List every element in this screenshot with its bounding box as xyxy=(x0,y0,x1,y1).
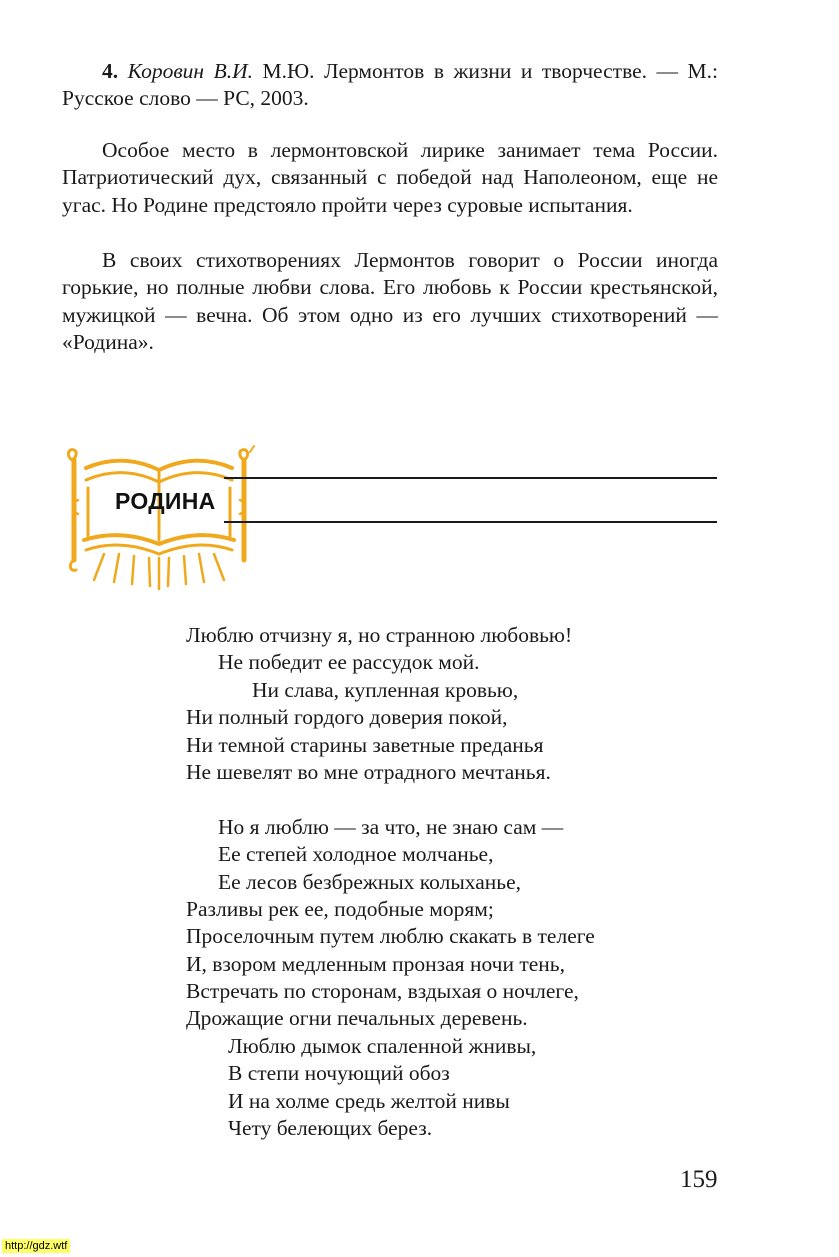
poem-line: Разливы рек ее, подобные морям; xyxy=(186,896,494,921)
reference-text: М.Ю. Лермонтов в жизни и творчестве. — М.: Русское слово — РС, 2003. xyxy=(62,59,719,111)
reference-number: 4. xyxy=(102,59,119,83)
poem-line: И на холме средь желтой нивы xyxy=(228,1088,510,1113)
poem-line: Дрожащие огни печальных деревень. xyxy=(186,1006,528,1031)
poem-line: Люблю отчизну я, но странною любовью! xyxy=(186,623,573,647)
stanza-break xyxy=(186,786,595,813)
heading-rule-bottom xyxy=(224,521,717,523)
poem-line: Ни темной старины заветные преданья xyxy=(186,732,544,757)
poem-line: Ни слава, купленная кровью, xyxy=(252,677,519,702)
body-paragraph-1: Особое место в лермонтовской лирике занимает тема России. Патриотический дух, связанный с победой над Наполеоном, еще не угас. Но Родине предстояло пройти через суровые испытания. xyxy=(62,138,718,217)
open-book-icon xyxy=(64,440,264,590)
watermark-link[interactable]: http://gdz.wtf xyxy=(2,1239,70,1253)
poem-line: Не шевелят во мне отрадного мечтанья. xyxy=(186,759,551,784)
bibliography-entry xyxy=(62,58,718,113)
body-paragraph-2: В своих стихотворениях Лермонтов говорит о России иногда горькие, но полные любви слова. Его любовь к России крестьянской, мужицкой — вечна. Об этом одно из его лучших стихотворений — «Родина». xyxy=(62,248,718,355)
poem-line: Встречать по сторонам, вздыхая о ночлеге, xyxy=(186,979,579,1004)
poem-line: Ее степей холодное молчанье, xyxy=(218,842,494,867)
poem-line: Ни полный гордого доверия покой, xyxy=(186,705,508,730)
section-title: РОДИНА xyxy=(115,488,216,514)
poem-line: Проселочным путем люблю скакать в телеге xyxy=(186,924,595,949)
reference-author: Коровин В.И. xyxy=(127,59,254,83)
poem xyxy=(186,622,595,1142)
section-heading xyxy=(64,440,724,590)
page-number: 159 xyxy=(680,1166,718,1193)
poem-line: Не победит ее рассудок мой. xyxy=(218,650,480,675)
poem-line: И, взором медленным пронзая ночи тень, xyxy=(186,951,565,976)
heading-rule-top xyxy=(224,477,717,479)
poem-line: Люблю дымок спаленной жнивы, xyxy=(228,1033,537,1058)
poem-line: Но я люблю — за что, не знаю сам — xyxy=(218,814,564,839)
poem-line: Чету белеющих берез. xyxy=(228,1116,433,1141)
poem-line: Ее лесов безбрежных колыханье, xyxy=(218,869,522,894)
poem-line: В степи ночующий обоз xyxy=(228,1061,450,1086)
